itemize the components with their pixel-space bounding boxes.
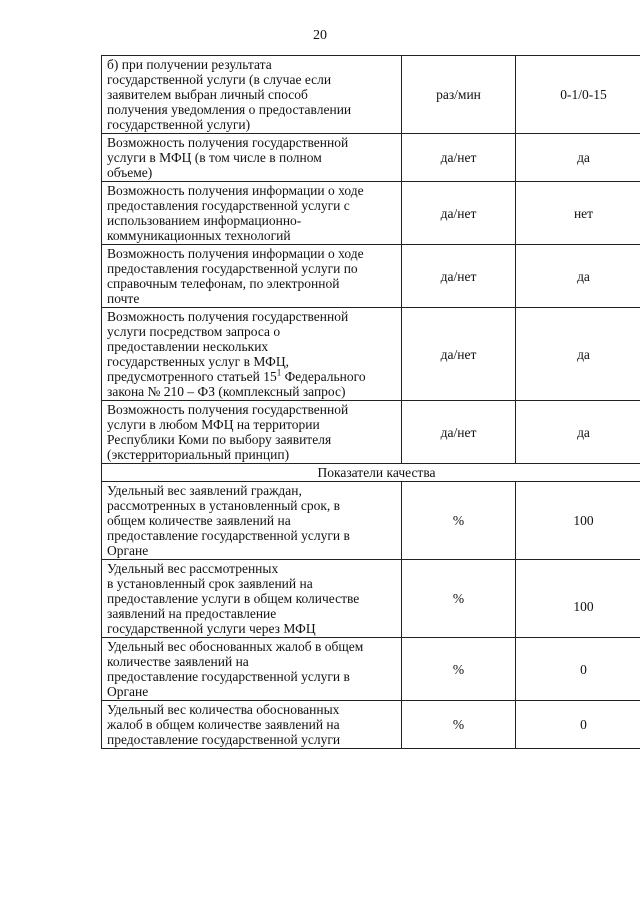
- indicator-line: [107, 369, 396, 384]
- table-row: [102, 134, 640, 182]
- value-text: 100: [573, 599, 594, 614]
- indicator-name: [102, 56, 402, 134]
- unit-cell: да/нет: [402, 401, 516, 464]
- table-row: [102, 638, 640, 701]
- indicator-line: предоставление государственной услуги: [107, 732, 341, 747]
- table-row: [102, 560, 640, 638]
- indicator-name: [102, 134, 402, 182]
- indicator-line: количестве заявлений на: [107, 654, 249, 669]
- indicators-table: [101, 55, 640, 749]
- table-row: [102, 701, 640, 749]
- indicator-line: общем количестве заявлений на: [107, 513, 291, 528]
- superscript: 1: [276, 367, 282, 378]
- indicator-name: [102, 401, 402, 464]
- indicator-line: услуги посредством запроса о: [107, 324, 281, 339]
- indicator-line: Органе: [107, 684, 149, 699]
- unit-cell: %: [402, 701, 516, 749]
- indicator-line: Возможность получения государственной: [107, 309, 349, 324]
- indicator-line: Удельный вес заявлений граждан,: [107, 483, 302, 498]
- indicator-name: [102, 560, 402, 638]
- indicator-line: заявителем выбран личный способ: [107, 87, 308, 102]
- indicator-line-part: предусмотренного статьей 15: [107, 369, 277, 384]
- indicator-line: жалоб в общем количестве заявлений на: [107, 717, 340, 732]
- unit-cell: да/нет: [402, 134, 516, 182]
- value-cell: да: [516, 245, 640, 308]
- indicator-name: [102, 245, 402, 308]
- table-row-complex-request: [102, 308, 640, 401]
- indicator-line: государственной услуги): [107, 117, 251, 132]
- indicator-line: Удельный вес рассмотренных: [107, 561, 279, 576]
- indicator-name: [102, 308, 402, 401]
- value-cell: 0-1/0-15: [516, 56, 640, 134]
- unit-cell: %: [402, 560, 516, 638]
- value-cell: нет: [516, 182, 640, 245]
- value-cell: да: [516, 401, 640, 464]
- indicator-line: предоставления государственной услуги по: [107, 261, 358, 276]
- indicator-line: объеме): [107, 165, 153, 180]
- indicator-line: Возможность получения информации о ходе: [107, 183, 364, 198]
- indicator-line: Органе: [107, 543, 149, 558]
- value-cell: 0: [516, 701, 640, 749]
- table-row: [102, 482, 640, 560]
- indicator-line: предоставлении нескольких: [107, 339, 269, 354]
- indicator-line: предоставление государственной услуги в: [107, 528, 350, 543]
- value-cell: [516, 560, 640, 638]
- value-cell: да: [516, 134, 640, 182]
- indicator-line: Республики Коми по выбору заявителя: [107, 432, 332, 447]
- indicator-line: заявлений на предоставление: [107, 606, 277, 621]
- indicator-line: закона № 210 – ФЗ (комплексный запрос): [107, 384, 346, 399]
- indicator-line: в установленный срок заявлений на: [107, 576, 313, 591]
- value-cell: да: [516, 308, 640, 401]
- section-header: Показатели качества: [102, 464, 640, 482]
- page-number: 20: [313, 28, 327, 43]
- indicator-line: Возможность получения государственной: [107, 402, 349, 417]
- indicator-line: предоставления государственной услуги с: [107, 198, 350, 213]
- indicator-line-part: Федерального: [281, 369, 366, 384]
- indicator-line: предоставление услуги в общем количестве: [107, 591, 360, 606]
- indicator-line: предоставление государственной услуги в: [107, 669, 350, 684]
- indicator-line: (экстерриториальный принцип): [107, 447, 290, 462]
- indicator-line: коммуникационных технологий: [107, 228, 291, 243]
- value-cell: 100: [516, 482, 640, 560]
- indicator-line: рассмотренных в установленный срок, в: [107, 498, 341, 513]
- unit-cell: раз/мин: [402, 56, 516, 134]
- indicator-line: получения уведомления о предоставлении: [107, 102, 352, 117]
- table-row: [102, 245, 640, 308]
- unit-cell: да/нет: [402, 182, 516, 245]
- indicator-line: использованием информационно-: [107, 213, 302, 228]
- unit-cell: %: [402, 482, 516, 560]
- indicator-line: Возможность получения информации о ходе: [107, 246, 364, 261]
- unit-cell: да/нет: [402, 308, 516, 401]
- indicator-line: почте: [107, 291, 140, 306]
- table-row-exterritorial: [102, 401, 640, 464]
- indicator-line: государственных услуг в МФЦ,: [107, 354, 289, 369]
- indicator-line: Удельный вес обоснованных жалоб в общем: [107, 639, 364, 654]
- table-row: [102, 56, 640, 134]
- table-row: [102, 182, 640, 245]
- indicator-name: [102, 182, 402, 245]
- indicator-name: [102, 701, 402, 749]
- value-cell: 0: [516, 638, 640, 701]
- indicator-line: услуги в МФЦ (в том числе в полном: [107, 150, 322, 165]
- indicator-name: [102, 482, 402, 560]
- indicator-line: справочным телефонам, по электронной: [107, 276, 340, 291]
- section-header-row: [102, 464, 640, 482]
- unit-cell: %: [402, 638, 516, 701]
- indicator-line: государственной услуги (в случае если: [107, 72, 332, 87]
- indicator-line: услуги в любом МФЦ на территории: [107, 417, 320, 432]
- indicator-line: б) при получении результата: [107, 57, 272, 72]
- unit-cell: да/нет: [402, 245, 516, 308]
- indicator-line: государственной услуги через МФЦ: [107, 621, 316, 636]
- indicator-name: [102, 638, 402, 701]
- indicator-line: Удельный вес количества обоснованных: [107, 702, 340, 717]
- indicator-line: Возможность получения государственной: [107, 135, 349, 150]
